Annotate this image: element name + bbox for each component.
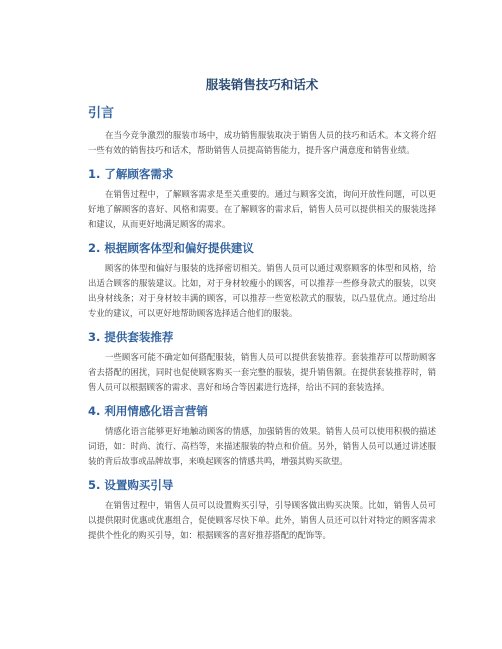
section-body-type-advice bbox=[88, 240, 436, 321]
section-outfit-recommendation bbox=[88, 329, 436, 395]
section-heading: 4. 利用情感化语言营销 bbox=[88, 404, 208, 418]
section-understand-needs bbox=[88, 166, 436, 232]
section-body: 在销售过程中，了解顾客需求是至关重要的。通过与顾客交流，询问开放性问题，可以更好地了解顾客的喜好、风格和需要。在了解顾客的需求后，销售人员可以提供相关的服装选择和建议，从而更好地满足顾客的需求。 bbox=[88, 189, 436, 229]
section-body: 顾客的体型和偏好与服装的选择密切相关。销售人员可以通过观察顾客的体型和风格，给出适合顾客的服装建议。比如，对于身材较瘦小的顾客，可以推荐一些修身款式的服装，以突出身材线条；对于身材较丰满的顾客，可以推荐一些宽松款式的服装，以凸显优点。通过给出专业的建议，可以更好地帮助顾客选择适合他们的服装。 bbox=[88, 263, 436, 318]
section-body: 一些顾客可能不确定如何搭配服装，销售人员可以提供套装推荐。套装推荐可以帮助顾客省去搭配的困扰，同时也促使顾客购买一套完整的服装，提升销售额。在提供套装推荐时，销售人员可以根据顾客的需求、喜好和场合等因素进行选择，给出不同的套装选择。 bbox=[88, 352, 436, 392]
section-body: 在当今竞争激烈的服装市场中，成功销售服装取决于销售人员的技巧和话术。本文将介绍一些有效的销售技巧和话术，帮助销售人员提高销售能力，提升客户满意度和销售业绩。 bbox=[88, 130, 436, 155]
section-heading: 引言 bbox=[88, 106, 115, 121]
section-emotional-language bbox=[88, 403, 436, 469]
section-heading: 5. 设置购买引导 bbox=[88, 478, 174, 492]
section-body: 情感化语言能够更好地触动顾客的情感，加强销售的效果。销售人员可以使用积极的描述词语，如：时尚、流行、高档等，来描述服装的特点和价值。另外，销售人员可以通过讲述服装的背后故事或品牌故事，来唤起顾客的情感共鸣，增强其购买欲望。 bbox=[88, 426, 436, 466]
section-heading: 1. 了解顾客需求 bbox=[88, 167, 174, 181]
section-body: 在销售过程中，销售人员可以设置购买引导，引导顾客做出购买决策。比如，销售人员可以提供限时优惠或优惠组合，促使顾客尽快下单。此外，销售人员还可以针对特定的顾客需求提供个性化的购买引导，如：根据顾客的喜好推荐搭配的配饰等。 bbox=[88, 500, 436, 540]
section-purchase-guidance bbox=[88, 477, 436, 543]
section-heading: 3. 提供套装推荐 bbox=[88, 330, 174, 344]
section-intro bbox=[88, 106, 436, 158]
document-title: 服装销售技巧和话术 bbox=[205, 77, 319, 92]
section-heading: 2. 根据顾客体型和偏好提供建议 bbox=[88, 241, 254, 255]
